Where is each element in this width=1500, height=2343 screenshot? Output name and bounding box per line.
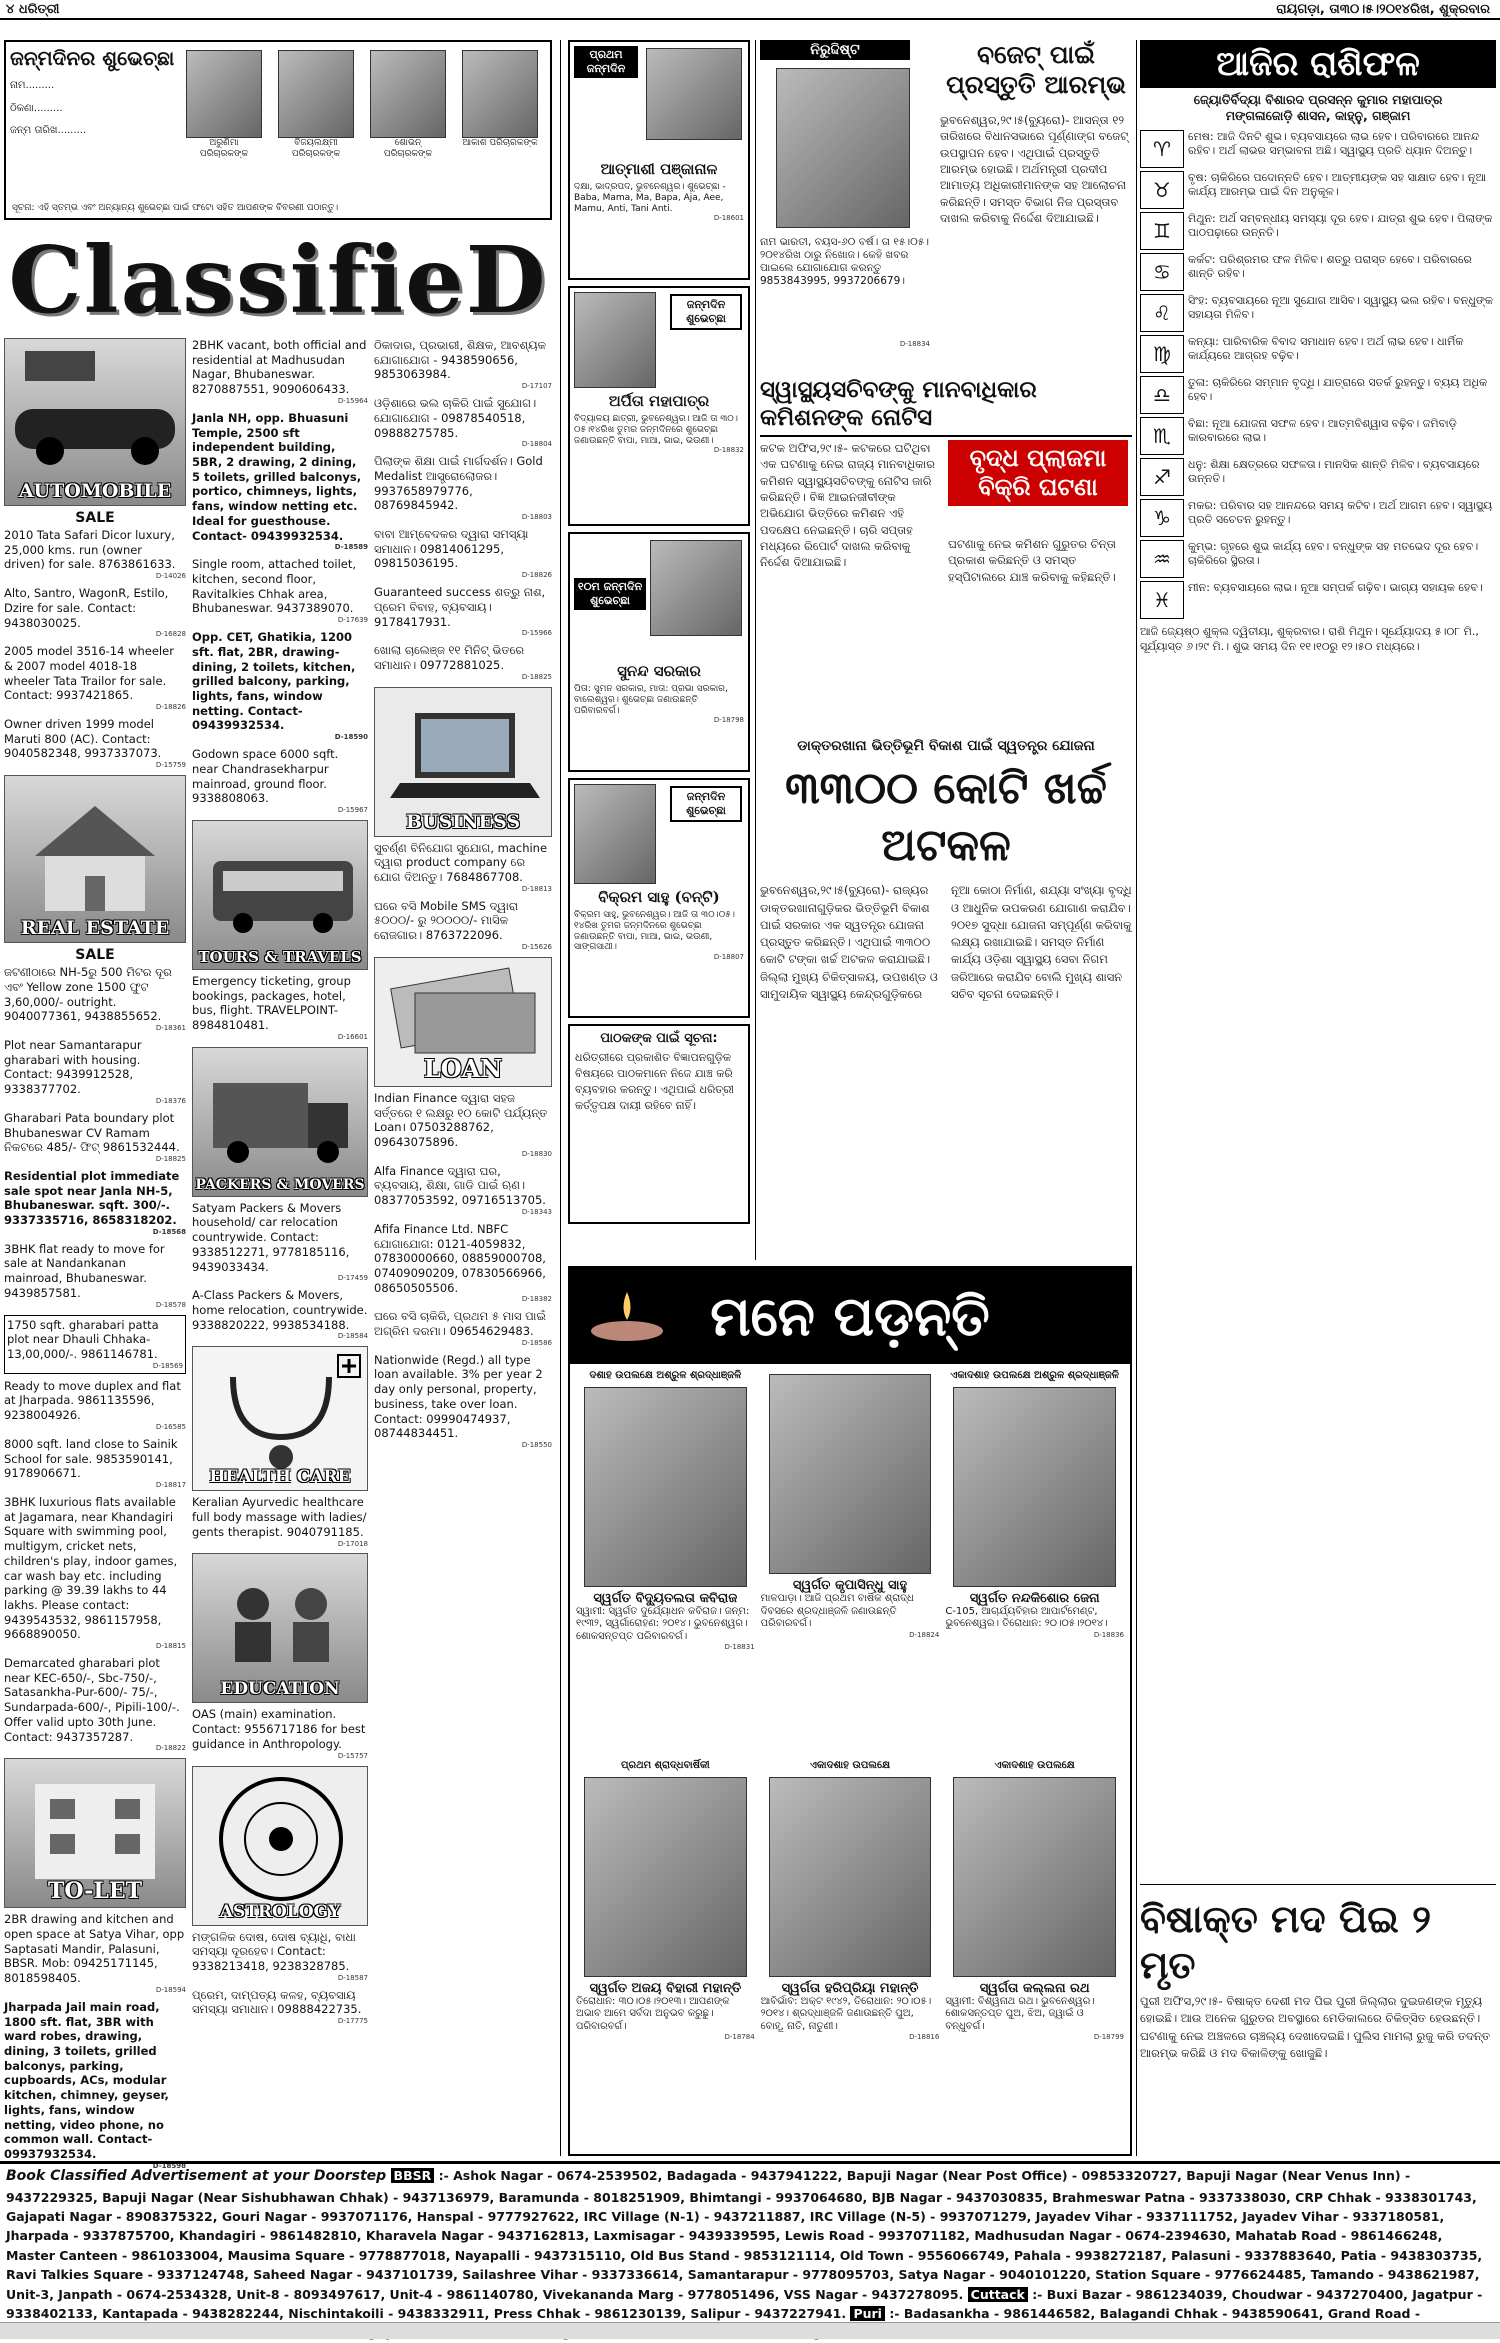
classified-ad: ଜଟଣୀଠାରେ NH-5ରୁ 500 ମିଟର ଦୂର ଏବଂ Yellow zone 1500 ଫୁଟ 3,60,000/- outright. 9040077361, 9438855652. D-18361	[4, 965, 186, 1033]
sagittarius-icon: ♐	[1140, 458, 1184, 496]
packers-banner	[192, 1047, 368, 1197]
child-photo-card: ଶୋଭନ୍ ପରିଚାରକଙ୍କ	[370, 50, 446, 160]
wish-badge: ୧୦ମ ଜନ୍ମଦିନ ଶୁଭେଚ୍ଛା	[574, 578, 646, 610]
bbsr-tag: BBSR	[391, 2168, 435, 2183]
wish-name: ବିକ୍ରମ ସାହୁ (ବନ୍ଟି)	[598, 888, 720, 906]
cancer-icon: ♋	[1140, 253, 1184, 291]
classified-title: ClassifieD	[8, 226, 548, 334]
birthday-wish-card: ପ୍ରଥମ ଜନ୍ମଦିନ ଆତ୍ମାଶୀ ପଞ୍ଜାନାଳ ଦକ୍ଷା, ଭାଦ୍ରପଦ, ଭୁବନେଶ୍ୱର। ଶୁଭେଚ୍ଛା - Baba, Mama, Ma, Bapa, Aja, Aee, Mamu, Anti, Tani Anti. D-18601	[568, 40, 750, 280]
obituary-photo	[953, 1777, 1116, 1977]
horoscope-byline-place: ମଙ୍ଗଳାଜୋଡ଼ି ଶାସନ, କାହ୍ନୁ, ଗଞ୍ଜାମ	[1225, 108, 1411, 123]
obituary-title: ମନେ ପଡ଼ନ୍ତି	[710, 1283, 990, 1348]
obituary-card: ସ୍ୱର୍ଗତ କୃପାସିନ୍ଧୁ ସାହୁ ମାଳପାଡ଼ା। ଆଜି ପ୍ରଥମ ବାର୍ଷିକ ଶ୍ରାଦ୍ଧ ଦିବସରେ ଶ୍ରଦ୍ଧାଞ୍ଜଳି ଜଣାଉଛନ୍ତି ପରିବାରବର୍ଗ। D-18824	[761, 1370, 940, 1754]
loan-banner	[374, 957, 552, 1087]
page-header	[0, 0, 1500, 20]
loan-label: LOAN	[423, 1053, 503, 1083]
classified-ad: Plot near Samantarapur gharabari with housing. Contact: 9439912528, 9338377702. D-18376	[4, 1037, 186, 1105]
column-rule	[755, 40, 756, 1260]
tours-label: TOURS & TRAVELS	[198, 947, 362, 966]
classified-ad: 8000 sqft. land close to Sainik School for sale. 9853590141, 9178906671. D-18817	[4, 1436, 186, 1489]
story-sidehead: ବୃଦ୍ଧ ପ୍ଲାଜମା ବିକ୍ରି ଘଟଣା	[948, 440, 1128, 506]
classified-ad: 2BHK vacant, both official and residential at Madhusudan Nagar, Bhubaneswar. 8270887551, 9090606433. D-15964	[192, 338, 368, 405]
classified-column-2	[192, 338, 368, 2156]
child-photo	[574, 292, 656, 388]
horoscope-sign: ♈ ମେଷ: ଆଜି ଦିନଟି ଶୁଭ। ବ୍ୟବସାୟରେ ଲାଭ ହେବ। ପରିବାରରେ ଆନନ୍ଦ ରହିବ। ଅର୍ଥ ଲାଭର ସମ୍ଭାବନା ଅଛି। ସ୍ୱାସ୍ଥ୍ୟ ପ୍ରତି ଧ୍ୟାନ ଦିଅନ୍ତୁ।	[1140, 130, 1496, 168]
horoscope-section	[1140, 40, 1496, 1872]
virgo-icon: ♍	[1140, 335, 1184, 373]
missing-person-photo	[776, 68, 910, 228]
horoscope-list	[1140, 130, 1496, 619]
obituary-photo	[584, 1777, 747, 1977]
classified-ad: Afifa Finance Ltd. NBFC ଯୋଗାଯୋଗ: 0121-4059832, 07830000660, 08859000708, 07409090209, 07830566966, 08650505506. D-18382	[374, 1221, 552, 1304]
birthday-wishes-column	[568, 40, 750, 1256]
gemini-icon: ♊	[1140, 212, 1184, 250]
classified-ad: Owner driven 1999 model Maruti 800 (AC). Contact: 9040582348, 9937337073. D-15759	[4, 717, 186, 770]
astrology-banner	[192, 1766, 368, 1926]
automobile-banner	[4, 338, 186, 506]
classified-ad: Godown space 6000 sqft. near Chandrasekharpur mainroad, ground floor. 9338808063. D-15967	[192, 747, 368, 814]
education-label: EDUCATION	[220, 1679, 340, 1700]
obituary-card: ଏକାଦଶାହ ଉପଲକ୍ଷେ ଅଶ୍ରୁଳ ଶ୍ରଦ୍ଧାଞ୍ଜଳି ସ୍ୱର୍ଗତ ନନ୍ଦକିଶୋର ଜେନା C-105, ଆଚାର୍ଯ୍ୟବିହାର ଆପାର୍ଟମେଣ୍ଟ, ଭୁବନେଶ୍ୱର। ତିରୋଧାନ: ୨୦।୦୫।୨୦୧୪। D-18836	[945, 1370, 1124, 1639]
classified-ad: Satyam Packers & Movers household/ car relocation countrywide. Contact: 9338512271, 9778185116, 9439033434. D-17459	[192, 1200, 368, 1283]
obituary-name: ସ୍ୱର୍ଗତା କଲ୍ଲନା ରଥ	[979, 1980, 1090, 1996]
automobile-label: AUTOMOBILE	[18, 480, 172, 502]
horoscope-sign: ♌ ସିଂହ: ବ୍ୟବସାୟରେ ନୂଆ ସୁଯୋଗ ଆସିବ। ସ୍ୱାସ୍ଥ୍ୟ ଭଲ ରହିବ। ବନ୍ଧୁଙ୍କ ସହାୟତା ମିଳିବ।	[1140, 294, 1496, 332]
obituary-banner	[570, 1268, 1130, 1364]
tolet-label: TO-LET	[47, 1878, 143, 1905]
classified-ad: OAS (main) examination. Contact: 9556717186 for best guidance in Anthropology. D-15757	[192, 1707, 368, 1760]
puri-list: :- Badasankha - 9861446582, Balagandi Chhak - 9438590641, Grand Road -	[889, 2305, 1421, 2321]
child-photo	[370, 50, 446, 138]
scorpio-icon: ♏	[1140, 417, 1184, 455]
child-photo	[462, 50, 538, 138]
footer-lead: Book Classified Advertisement at your Doorstep	[6, 2168, 387, 2184]
child-photo	[278, 50, 354, 138]
child-photo	[574, 784, 656, 884]
obituary-photo	[769, 1374, 932, 1574]
horoscope-sign: ♏ ବିଛା: ନୂଆ ଯୋଜନା ସଫଳ ହେବ। ଆତ୍ମବିଶ୍ୱାସ ବଢ଼ିବ। ଜମିବାଡ଼ି କାରବାରରେ ଲାଭ।	[1140, 417, 1496, 455]
horoscope-sign: ♎ ତୁଳା: ଚାକିରିରେ ସମ୍ମାନ ବୃଦ୍ଧି। ଯାତ୍ରାରେ ସତର୍କ ରୁହନ୍ତୁ। ବ୍ୟୟ ଅଧିକ ହେବ।	[1140, 376, 1496, 414]
news-story-budget: ନିରୁଦ୍ଦିଷ୍ଟ ନାମ ଭାରତୀ, ବୟସ-୬୦ ବର୍ଷ। ତା ୧୫।୦୫।୨୦୧୪ରିଖ ଠାରୁ ନିଖୋଜ। କେହି ଖବର ପାଇଲେ ଯୋଗାଯୋଗ କରନ୍ତୁ 9853843995, 9937206679। D-18834 ବଜେଟ୍ ପାଇଁ ପ୍ରସ୍ତୁତି ଆରମ୍ଭ ଭୁବନେଶ୍ୱର,୨୯।୫(ବ୍ୟୁରୋ)- ଆସନ୍ତା ୧୨ ତାରିଖରେ ବିଧାନସଭାରେ ପୂର୍ଣ୍ଣାଙ୍ଗ ବଜେଟ୍ ଉପସ୍ଥାପନ ହେବ। ଏଥିପାଇଁ ପ୍ରସ୍ତୁତି ଆରମ୍ଭ ହୋଇଛି। ଅର୍ଥମନ୍ତ୍ରୀ ପ୍ରଦୀପ ଆମାତ୍ୟ ଅଧିକାରୀମାନଙ୍କ ସହ ଆଲୋଚନା କରିଛନ୍ତି। ସମସ୍ତ ବିଭାଗ ନିଜ ପ୍ରସ୍ତାବ ଦାଖଲ କରିବାକୁ ନିର୍ଦ୍ଦେଶ ଦିଆଯାଇଛି।	[760, 40, 1132, 368]
horoscope-sign: ♉ ବୃଷ: ଚାକିରିରେ ପଦୋନ୍ନତି ହେବ। ଆତ୍ମୀୟଙ୍କ ସହ ସାକ୍ଷାତ ହେବ। ନୂଆ କାର୍ଯ୍ୟ ଆରମ୍ଭ ପାଇଁ ଦିନ ଅନୁକୂଳ।	[1140, 171, 1496, 209]
classified-ad: Nationwide (Regd.) all type loan available. 3% per year 2 day only personal, property, business, take over loan. Contact: 09990474937, 08744834451. D-18550	[374, 1352, 552, 1450]
classified-ad: Gharabari Pata boundary plot Bhubaneswar CV Ramam ନିକଟରେ 485/- ଫିଟ୍ 9861532444. D-18825	[4, 1110, 186, 1163]
real-estate-label: REAL ESTATE	[20, 917, 170, 940]
classified-ad: Alto, Santro, WagonR, Estilo, Dzire for sale. Contact: 9438030025. D-16828	[4, 586, 186, 639]
birthday-wish-card: ଜନ୍ମଦିନ ଶୁଭେଚ୍ଛା ବିକ୍ରମ ସାହୁ (ବନ୍ଟି) ବିକ୍ରମ ସାହୁ, ଭୁବନେଶ୍ୱର। ଆଜି ତା ୩୦।୦୫।୧୪ରିଖ ତୁମର ଜନ୍ମଦିନରେ ଶୁଭେଚ୍ଛା ଜଣାଉଛନ୍ତି ବାପା, ମାଆ, ଭାଇ, ଭଉଣୀ, ସାଙ୍ଗସାଥୀ। D-18807	[568, 778, 750, 1018]
child-photo-card: ଅରୁଣିମା ପରିଚାରକଙ୍କ	[186, 50, 262, 160]
horoscope-sign: ♒ କୁମ୍ଭ: ଗୃହରେ ଶୁଭ କାର୍ଯ୍ୟ ହେବ। ବନ୍ଧୁଙ୍କ ସହ ମତଭେଦ ଦୂର ହେବ। ଚାକିରିରେ ସ୍ଥିରତା।	[1140, 540, 1496, 578]
obituary-card: ଏକାଦଶାହ ଉପଲକ୍ଷେ ସ୍ୱର୍ଗତା ହରିପ୍ରିୟା ମହାନ୍ତି ଆବିର୍ଭାବ: ଅକ୍ଟ ୧୯୪୨, ତିରୋଧାନ: ୨୦।୦୫।୨୦୧୪। ଶ୍ରଦ୍ଧାଞ୍ଜଳି ଜଣାଉଛନ୍ତି ପୁଅ, ବୋହୂ, ନାତି, ନାତୁଣୀ। D-18816	[760, 1760, 940, 2041]
business-banner	[374, 687, 552, 837]
obituary-section	[568, 1266, 1132, 2156]
classified-ad: ପ୍ରେମ, ଦାମ୍ପତ୍ୟ କଳହ, ବ୍ୟବସାୟ ସମସ୍ୟା ସମାଧାନ। 09888422735. D-17775	[192, 1987, 368, 2026]
classified-ad: 1750 sqft. gharabari patta plot near Dhauli Chhaka-13,00,000/-. 9861146781. D-18569	[4, 1315, 186, 1374]
education-banner	[192, 1553, 368, 1703]
horoscope-title: ଆଜିର ରାଶିଫଳ	[1140, 40, 1496, 88]
story-headline: ୩୩୦୦ କୋଟି ଖର୍ଚ୍ଚ ଅଟକଳ	[785, 763, 1107, 872]
wish-name: ଅର୍ପିତା ମହାପାତ୍ର	[608, 392, 710, 410]
lamp-icon	[582, 1286, 672, 1346]
section-rule	[1140, 1884, 1496, 1885]
wish-badge: ଜନ୍ମଦିନ ଶୁଭେଚ୍ଛା	[670, 294, 742, 330]
classified-ad: ପିଲାଙ୍କ ଶିକ୍ଷା ପାଇଁ ମାର୍ଗଦର୍ଶନ। Gold Medalist ଆସ୍ତ୍ରୋଲୋଜର। 9937658979776, 08769845942. D-18803	[374, 454, 552, 522]
bbsr-list: :- Ashok Nagar - 0674-2539502, Badagada - 9437941222, Bapuji Nagar (Near Post Office) - 09853320727, Bapuji Nagar (Near Venus Inn) - 9437229325, Bapuji Nagar (Near Sishubhawan Chhak) - 9437136979, Baramunda - 8018251909, Bhimtangi - 9937064680, BJB Nagar - 9437030835, Brahmeswar Patna - 9337338030, CRP Chhak - 9338301743, Gajapati Nagar - 8908375322, Gouri Nagar - 9937071176, Hanspal - 9777927622, IRC Village (N-1) - 9437211887, IRC Village (N-5) - 9937071279, Jayadev Vihar - 9337111752, Jayadev Vihar - 9337180581, Jharpada - 9337875700, Khandagiri - 9861482810, Kharavela Nagar - 9437162813, Laxmisagar - 9439339595, Lewis Road - 9937071182, Madhusudan Nagar - 0674-2394630, Mahatab Road - 9861466248, Master Canteen - 9861033004, Mausima Square - 9778877018, Nayapalli - 9437315110, Old Bus Stand - 9853121114, Old Town - 9556066749, Pahala - 9938272187, Palasuni - 9337883640, Patia - 9438303735, Ravi Talkies Square - 9337124748, Saheed Nagar - 9437101739, Sailashree Vihar - 9337336614, Samantarapur - 9778095703, Satya Nagar - 9040101220, Station Square - 9776624485, Tamando - 9438621987, Unit-3, Janpath - 0674-2534328, Unit-8 - 8093497617, Unit-4 - 9861140780, Vivekananda Marg - 9778051496, VSS Nagar - 9437278095.	[6, 2168, 1483, 2302]
coupon-note: ସୂଚନା: ଏହି ସ୍ତମ୍ଭ ଏବଂ ଅନ୍ୟାନ୍ୟ ଶୁଭେଚ୍ଛା ପାଇଁ ଫଟୋ ସହିତ ଆପଣଙ୍କ ବିବରଣୀ ପଠାନ୍ତୁ।	[12, 203, 339, 214]
health-label: HEALTH CARE	[209, 1467, 351, 1488]
obituary-photo	[953, 1387, 1116, 1587]
child-photo-card: ବିଜୟଲକ୍ଷ୍ମୀ ପରିଚାରକଙ୍କ	[278, 50, 354, 160]
classified-ad: Janla NH, opp. Bhuasuni Temple, 2500 sft independent building, 5BR, 2 drawing, 2 dining, 5 toilets, grilled balconys, portico, chimneys, lights, fans, window netting etc. Ideal for guesthouse. Contact- 09439932534. D-18589	[192, 410, 368, 552]
birthday-coupon-title: ଜନ୍ମଦିନର ଶୁଭେଚ୍ଛା	[10, 46, 175, 70]
classified-ad: ସୁବର୍ଣ୍ଣ ବିନିଯୋଗ ସୁଯୋଗ, machine ଦ୍ୱାରା product company ରେ ଯୋଗ ଦିଅନ୍ତୁ। 7684867708. D-18813	[374, 840, 552, 893]
child-photo	[186, 50, 262, 138]
classified-ad: Opp. CET, Ghatikia, 1200 sft. flat, 2BR, drawing-dining, 2 toilets, kitchen, grilled balcony, parking, lights, fans, window netting. Contact- 09439932534. D-18590	[192, 630, 368, 742]
news-story-human-rights: ସ୍ୱାସ୍ଥ୍ୟସଚିବଙ୍କୁ ମାନବାଧିକାର କମିଶନଙ୍କ ନୋଟିସ କଟକ ଅଫିସ,୨୯।୫- କଟକରେ ଘଟିଥିବା ଏକ ଘଟଣାକୁ ନେଇ ରାଜ୍ୟ ମାନବାଧିକାର କମିଶନ ସ୍ୱାସ୍ଥ୍ୟସଚିବଙ୍କୁ ନୋଟିସ ଜାରି କରିଛନ୍ତି। ବିଜ୍ଞ ଆଇନଜୀବୀଙ୍କ ଅଭିଯୋଗ ଭିତ୍ତିରେ କମିଶନ ଏହି ପଦକ୍ଷେପ ନେଇଛନ୍ତି। ଚାରି ସପ୍ତାହ ମଧ୍ୟରେ ରିପୋର୍ଟ ଦାଖଲ କରିବାକୁ ନିର୍ଦ୍ଦେଶ ଦିଆଯାଇଛି। ବୃଦ୍ଧ ପ୍ଲାଜମା ବିକ୍ରି ଘଟଣା ଘଟଣାକୁ ନେଇ କମିଶନ ଗୁରୁତର ଚିନ୍ତା ପ୍ରକାଶ କରିଛନ୍ତି ଓ ସମସ୍ତ ହସ୍ପିଟାଲରେ ଯାଞ୍ଚ କରିବାକୁ କହିଛନ୍ତି।	[760, 376, 1132, 730]
pisces-icon: ♓	[1140, 581, 1184, 619]
classified-ad: Indian Finance ଦ୍ୱାରା ସହଜ ସର୍ତ୍ତରେ ୧ ଲକ୍ଷରୁ ୧୦ କୋଟି ପର୍ଯ୍ୟନ୍ତ Loan। 07503288762, 09643075896. D-18830	[374, 1090, 552, 1158]
page-number: ୪ ଧରିତ୍ରୀ	[6, 2, 60, 17]
child-photo	[646, 48, 742, 140]
astrology-label: ASTROLOGY	[219, 1901, 341, 1922]
story-kicker: ନିରୁଦ୍ଦିଷ୍ଟ	[760, 40, 910, 60]
packers-label: PACKERS & MOVERS	[195, 1176, 365, 1193]
classified-ad: 3BHK luxurious flats available at Jagamara, near Khandagiri Square with swimming pool, multigym, cricket nets, children's play, indoor games, car wash bay etc. including parking @ 39.39 lakhs to 44 lakhs. Please contact: 9439543532, 9861157958, 9668890050. D-18815	[4, 1494, 186, 1651]
cuttack-list: :- Buxi Bazar - 9861234039, Choudwar - 9437270400, Jagatpur - 9338402133, Kantapada - 9438282244, Nischintakoili - 9438332911, Press Chhak - 9861230139, Salipur - 9437227941.	[6, 2286, 1483, 2321]
story-headline: ବଜେଟ୍ ପାଇଁ ପ୍ରସ୍ତୁତି ଆରମ୍ଭ	[946, 40, 1126, 99]
business-label: BUSINESS	[405, 810, 521, 833]
classified-ad: Keralian Ayurvedic healthcare full body massage with ladies/ gents therapist. 9040791185. D-17018	[192, 1495, 368, 1548]
classified-ad: 2BR drawing and kitchen and open space at Satya Vihar, opp Saptasati Mandir, Palasuni, BBSR. Mob: 09425171145, 8018598405. D-18594	[4, 1912, 186, 1994]
aries-icon: ♈	[1140, 130, 1184, 168]
horoscope-sign: ♑ ମକର: ପରିବାର ସହ ଆନନ୍ଦରେ ସମୟ କଟିବ। ଅର୍ଥ ଆଗମ ହେବ। ସ୍ୱାସ୍ଥ୍ୟ ପ୍ରତି ସଚେତନ ରୁହନ୍ତୁ।	[1140, 499, 1496, 537]
obituary-name: ସ୍ୱର୍ଗତ ବିଦ୍ୟୁତଲତା କବିରାଜ	[593, 1590, 738, 1606]
classified-ad: Ready to move duplex and flat at Jharpada. 9861135596, 9238004926. D-16585	[4, 1378, 186, 1431]
column-rule	[560, 40, 561, 2156]
obituary-card: ଏକାଦଶାହ ଉପଲକ୍ଷେ ସ୍ୱର୍ଗତା କଲ୍ଲନା ରଥ ସ୍ୱାମୀ: ବିଶ୍ୱନାଥ ରଥ। ଭୁବନେଶ୍ୱର। ଶୋକସନ୍ତପ୍ତ ପୁଅ, ଝିଅ, ଜ୍ୱାଇଁ ଓ ବନ୍ଧୁବର୍ଗ। D-18799	[945, 1760, 1124, 2041]
classified-ad: ଓଡ଼ିଶାରେ ଭଲ ଚାକିରି ପାଇଁ ସୁଯୋଗ। ଯୋଗାଯୋଗ - 09878540518, 09888275785. D-18804	[374, 396, 552, 449]
sale-heading: SALE	[75, 947, 115, 964]
dateline: ରାୟଗଡ଼ା, ତା୩୦।୫।୨୦୧୪ରିଖ, ଶୁକ୍ରବାର	[1276, 2, 1490, 17]
classified-ad: ମଙ୍ଗଳିକ ଦୋଷ, ଦୋଷ ବ୍ୟାଧି, ବାଧା ସମସ୍ୟା ଦୂରହେବ। Contact: 9338213418, 9238328785. D-18587	[192, 1929, 368, 1982]
story-headline: ସ୍ୱାସ୍ଥ୍ୟସଚିବଙ୍କୁ ମାନବାଧିକାର କମିଶନଙ୍କ ନୋଟିସ	[760, 376, 1132, 437]
coupon-field-address: ଠିକଣା.........	[10, 102, 63, 114]
classified-ad: Residential plot immediate sale spot near Janla NH-5, Bhubaneswar. sqft. 300/-. 9337335716, 8658318202. D-18568	[4, 1168, 186, 1236]
obituary-name: ସ୍ୱର୍ଗତା ହରିପ୍ରିୟା ମହାନ୍ତି	[781, 1980, 919, 1996]
wish-name: ଆତ୍ମାଶୀ ପଞ୍ଜାନାଳ	[600, 160, 718, 178]
classified-ad: ବାବା ଆମ୍ବେଦକର ଦ୍ୱାରା ସମସ୍ୟା ସମାଧାନ। 09814061295, 09815036195. D-18826	[374, 527, 552, 580]
classified-ad: Alfa Finance ଦ୍ୱାରା ଘର, ବ୍ୟବସାୟ, ଶିକ୍ଷା, ଗାଡି ପାଇଁ ଋଣ। 08377053592, 09716513705. D-18343	[374, 1163, 552, 1216]
classified-ad: 2005 model 3516-14 wheeler & 2007 model 4018-18 wheeler Tata Trailor for sale. Contact: 9937421865. D-18826	[4, 644, 186, 712]
classified-ad: ଘରେ ବସି Mobile SMS ଦ୍ୱାରା ୫୦୦୦/- ରୁ ୨୦୦୦୦/- ମାସିକ ରୋଜଗାର। 8763722096. D-15626	[374, 898, 552, 951]
tours-banner	[192, 820, 368, 970]
obituary-name: ସ୍ୱର୍ଗତ ନନ୍ଦକିଶୋର ଜେନା	[969, 1590, 1100, 1606]
viewer-scrollbar[interactable]	[0, 2322, 1500, 2339]
panji-text: ଆଜି ଜ୍ୟେଷ୍ଠ ଶୁକ୍ଲ ଦ୍ୱିତୀୟା, ଶୁକ୍ରବାର। ରାଶି ମିଥୁନ। ସୂର୍ଯ୍ୟୋଦୟ ୫।୦୮ ମି., ସୂର୍ଯ୍ୟାସ୍ତ ୬।୨୯ ମି.। ଶୁଭ ସମୟ ଦିନ ୧୧।୧୦ରୁ ୧୨।୫୦ ମଧ୍ୟରେ।	[1140, 625, 1479, 653]
puri-tag: Puri	[850, 2306, 885, 2321]
reader-notice: ପାଠକଙ୍କ ପାଇଁ ସୂଚନା: ଧରିତ୍ରୀରେ ପ୍ରକାଶିତ ବିଜ୍ଞାପନଗୁଡ଼ିକ ବିଷୟରେ ପାଠକମାନେ ନିଜେ ଯାଞ୍ଚ କରି ବ୍ୟବହାର କରନ୍ତୁ। ଏଥିପାଇଁ ଧରିତ୍ରୀ କର୍ତ୍ତୃପକ୍ଷ ଦାୟୀ ରହିବେ ନାହିଁ।	[568, 1024, 750, 1224]
coupon-field-dob: ଜନ୍ମ ତାରିଖ.........	[10, 125, 87, 136]
classified-column-3	[374, 338, 552, 2156]
cuttack-tag: Cuttack	[968, 2287, 1028, 2302]
obituary-card: ଦଶାହ ଉପଲକ୍ଷେ ଅଶ୍ରୁଳ ଶ୍ରଦ୍ଧାଞ୍ଜଳି ସ୍ୱର୍ଗତ ବିଦ୍ୟୁତଲତା କବିରାଜ ସ୍ୱାମୀ: ସ୍ୱର୍ଗତ ଦୁର୍ଯ୍ୟୋଧନ କବିରାଜ। ଜନ୍ମ: ୧୯୩୨, ସ୍ୱର୍ଗାରୋହଣ: ୨୦୧୪। ଭୁବନେଶ୍ୱର। ଶୋକସନ୍ତପ୍ତ ପରିବାରବର୍ଗ। D-18831	[576, 1370, 755, 1651]
taurus-icon: ♉	[1140, 171, 1184, 209]
horoscope-sign: ♊ ମିଥୁନ: ଅର୍ଥ ସମ୍ବନ୍ଧୀୟ ସମସ୍ୟା ଦୂର ହେବ। ଯାତ୍ରା ଶୁଭ ହେବ। ପିଲାଙ୍କ ପାଠପଢ଼ାରେ ଉନ୍ନତି।	[1140, 212, 1496, 250]
child-photo-card: ଆକାଶ ପରିଚାରକଙ୍କ	[462, 50, 538, 160]
wish-badge: ଜନ୍ମଦିନ ଶୁଭେଚ୍ଛା	[670, 786, 742, 822]
truck-icon	[193, 1048, 369, 1198]
classified-column-1	[4, 338, 186, 2170]
birthday-wish-card: ଜନ୍ମଦିନ ଶୁଭେଚ୍ଛା ଅର୍ପିତା ମହାପାତ୍ର ବିଦ୍ୟାଳୟ ଛାତ୍ରୀ, ଭୁବନେଶ୍ୱର। ଆଜି ତା ୩୦।୦୫।୧୪ରିଖ ତୁମର ଜନ୍ମଦିନରେ ଶୁଭେଚ୍ଛା ଜଣାଉଛନ୍ତି ବାପା, ମାଆ, ଭାଇ, ଭଉଣୀ। D-18832	[568, 286, 750, 526]
classified-ad: ଠିକାଦାର, ପ୍ରଭାରୀ, ଶିକ୍ଷକ, ଆବଶ୍ୟକ ଯୋଗାଯୋଗ - 9438590656, 9853063984. D-17107	[374, 338, 552, 391]
birthday-coupon	[4, 40, 552, 220]
story-headline: ବିଷାକ୍ତ ମଦ ପିଇ ୨ ମୃତ	[1140, 1896, 1432, 1987]
classified-ad: Jharpada Jail main road, 1800 sft. flat, 3BR with ward robes, drawing, dining, 3 toilets, grilled balconys, parking, cupboards, ACs, modular kitchen, chimney, geyser, lights, fans, window netting, video phone, no common wall. Contact-09937932534. D-18598	[4, 1999, 186, 2170]
birthday-wish-card: ୧୦ମ ଜନ୍ମଦିନ ଶୁଭେଚ୍ଛା ସୁନନ୍ଦ ସରକାର ପିତା: ସୁମନ ସରକାର, ମାତା: ପ୍ରଭା ସରକାର, ବାଲେଶ୍ୱର। ଶୁଭେଚ୍ଛା ଜଣାଉଛନ୍ତି ପରିବାରବର୍ଗ। D-18798	[568, 532, 750, 772]
health-banner	[192, 1346, 368, 1491]
horoscope-sign: ♓ ମୀନ: ବ୍ୟବସାୟରେ ଲାଭ। ନୂଆ ସମ୍ପର୍କ ଗଢ଼ିବ। ଭାଗ୍ୟ ସହାୟକ ହେବ।	[1140, 581, 1496, 619]
classified-ad: ଖୋଲା ଚାଲେଞ୍ଜ ୧୧ ମିନିଟ୍ ଭିତରେ ସମାଧାନ। 09772881025. D-18825	[374, 643, 552, 681]
obituary-photo	[769, 1777, 932, 1977]
classified-ad: Demarcated gharabari plot near KEC-650/-, Sbc-750/-, Satasankha-Pur-600/- 75/-, Sundarpada-600/-, Pipili-100/-. Offer valid upto 30th June. Contact: 9437357287. D-18822	[4, 1656, 186, 1753]
obituary-card: ପ୍ରଥମ ଶ୍ରାଦ୍ଧବାର୍ଷିକୀ ସ୍ୱର୍ଗତ ଅଜୟ ବିହାରୀ ମହାନ୍ତି ତିରୋଧାନ: ୩୦।୦୫।୨୦୧୩। ଆପଣଙ୍କ ଅଭାବ ଆମେ ସର୍ବଦା ଅନୁଭବ କରୁଛୁ। ପରିବାରବର୍ଗ। D-18784	[576, 1760, 755, 2041]
obituary-name: ସ୍ୱର୍ଗତ କୃପାସିନ୍ଧୁ ସାହୁ	[792, 1578, 908, 1593]
classified-ad: A-Class Packers & Movers, home relocation, countrywide. 9338820222, 9938534188. D-18584	[192, 1288, 368, 1341]
horoscope-sign: ♐ ଧନୁ: ଶିକ୍ଷା କ୍ଷେତ୍ରରେ ସଫଳତା। ମାନସିକ ଶାନ୍ତି ମିଳିବ। ବ୍ୟବସାୟରେ ଉନ୍ନତି।	[1140, 458, 1496, 496]
classified-ad: Emergency ticketing, group bookings, packages, hotel, bus, flight. TRAVELPOINT-8984810481. D-16601	[192, 973, 368, 1041]
horoscope-sign: ♍ କନ୍ୟା: ପାରିବାରିକ ବିବାଦ ସମାଧାନ ହେବ। ଅର୍ଥ ଲାଭ ହେବ। ଧାର୍ମିକ କାର୍ଯ୍ୟରେ ଆଗ୍ରହ ବଢ଼ିବ।	[1140, 335, 1496, 373]
horoscope-sign: ♋ କର୍କଟ: ପରିଶ୍ରମର ଫଳ ମିଳିବ। ଶତ୍ରୁ ପରାସ୍ତ ହେବେ। ପରିବାରରେ ଶାନ୍ତି ରହିବ।	[1140, 253, 1496, 291]
coupon-field-name: ନାମ.........	[10, 80, 55, 91]
obituary-photo	[584, 1387, 747, 1587]
aquarius-icon: ♒	[1140, 540, 1184, 578]
sale-heading: SALE	[75, 510, 115, 526]
horoscope-byline: ଜ୍ୟୋତିର୍ବିଦ୍ୟା ବିଶାରଦ ପ୍ରସନ୍ନ କୁମାର ମହାପାତ୍ର	[1193, 92, 1443, 107]
wish-badge: ପ୍ରଥମ ଜନ୍ମଦିନ	[574, 46, 638, 78]
obituary-grid	[570, 1364, 1130, 2150]
classified-ad: Single room, attached toilet, kitchen, second floor, Ravitalkies Chhak area, Bhubaneswar. 9437389070. D-17639	[192, 557, 368, 625]
classified-ad: ଘରେ ବସି ଚାକିରି, ପ୍ରଥମ ୫ ମାସ ପାଇଁ ଅଗ୍ରିମ ଦରମା। 09654629483. D-18586	[374, 1309, 552, 1347]
classified-ad: 2010 Tata Safari Dicor luxury, 25,000 kms. run (owner driven) for sale. 8763861633. D-14026	[4, 528, 186, 581]
classified-ad: Guaranteed success ଶତ୍ରୁ ନାଶ, ପ୍ରେମ ବିବାହ, ବ୍ୟବସାୟ। 9178417931. D-15966	[374, 585, 552, 638]
child-photo	[650, 540, 742, 636]
classified-ad: 3BHK flat ready to move for sale at Nandankanan mainroad, Bhubaneswar. 9439857581. D-18578	[4, 1241, 186, 1309]
booking-centres-footer	[0, 2161, 1500, 2321]
libra-icon: ♎	[1140, 376, 1184, 414]
news-story-liquor: ବିଷାକ୍ତ ମଦ ପିଇ ୨ ମୃତ ପୁରୀ ଅଫିସ,୨୯।୫- ବିଷାକ୍ତ ଦେଶୀ ମଦ ପିଇ ପୁରୀ ଜିଲ୍ଲାର ଦୁଇଜଣଙ୍କ ମୃତ୍ୟୁ ହୋଇଛି। ଆଉ ଅନେକ ଗୁରୁତର ଅବସ୍ଥାରେ ମେଡିକାଲରେ ଚିକିତ୍ସିତ ହେଉଛନ୍ତି। ଘଟଣାକୁ ନେଇ ଅଞ୍ଚଳରେ ଚାଞ୍ଚଲ୍ୟ ଦେଖାଦେଇଛି। ପୁଲିସ ମାମଲା ରୁଜୁ କରି ତଦନ୍ତ ଆରମ୍ଭ କରିଛି ଓ ମଦ ବିକାଳିଙ୍କୁ ଖୋଜୁଛି।	[1140, 1896, 1496, 2156]
news-story-hospital: ଡାକ୍ତରଖାନା ଭିତ୍ତିଭୂମି ବିକାଶ ପାଇଁ ସ୍ୱତନ୍ତ୍ର ଯୋଜନା ୩୩୦୦ କୋଟି ଖର୍ଚ୍ଚ ଅଟକଳ ଭୁବନେଶ୍ୱର,୨୯।୫(ବ୍ୟୁରୋ)- ରାଜ୍ୟର ଡାକ୍ତରଖାନାଗୁଡ଼ିକର ଭିତ୍ତିଭୂମି ବିକାଶ ପାଇଁ ସରକାର ଏକ ସ୍ୱତନ୍ତ୍ର ଯୋଜନା ପ୍ରସ୍ତୁତ କରିଛନ୍ତି। ଏଥିପାଇଁ ୩୩୦୦ କୋଟି ଟଙ୍କା ଖର୍ଚ୍ଚ ଅଟକଳ କରାଯାଇଛି। ଜିଲ୍ଲା ମୁଖ୍ୟ ଚିକିତ୍ସାଳୟ, ଉପଖଣ୍ଡ ଓ ସାମୁଦାୟିକ ସ୍ୱାସ୍ଥ୍ୟ କେନ୍ଦ୍ରଗୁଡ଼ିକରେ ନୂଆ କୋଠା ନିର୍ମାଣ, ଶଯ୍ୟା ସଂଖ୍ୟା ବୃଦ୍ଧି ଓ ଆଧୁନିକ ଉପକରଣ ଯୋଗାଣ କରାଯିବ। ୨୦୧୭ ସୁଦ୍ଧା ଯୋଜନା ସମ୍ପୂର୍ଣ୍ଣ କରିବାକୁ ଲକ୍ଷ୍ୟ ରଖାଯାଇଛି। ସମସ୍ତ ନିର୍ମାଣ କାର୍ଯ୍ୟ ଓଡ଼ିଶା ସ୍ୱାସ୍ଥ୍ୟ ସେବା ନିଗମ ଜରିଆରେ କରାଯିବ ବୋଲି ମୁଖ୍ୟ ଶାସନ ସଚିବ ସୂଚନା ଦେଇଛନ୍ତି।	[760, 738, 1132, 1001]
wish-name: ସୁନନ୍ଦ ସରକାର	[617, 662, 701, 680]
capricorn-icon: ♑	[1140, 499, 1184, 537]
real-estate-banner	[4, 775, 186, 943]
tolet-banner	[4, 1758, 186, 1908]
story-kicker: ଡାକ୍ତରଖାନା ଭିତ୍ତିଭୂମି ବିକାଶ ପାଇଁ ସ୍ୱତନ୍ତ୍ର ଯୋଜନା	[797, 738, 1095, 754]
obituary-name: ସ୍ୱର୍ଗତ ଅଜୟ ବିହାରୀ ମହାନ୍ତି	[589, 1980, 742, 1996]
column-rule	[1136, 40, 1137, 2156]
leo-icon: ♌	[1140, 294, 1184, 332]
